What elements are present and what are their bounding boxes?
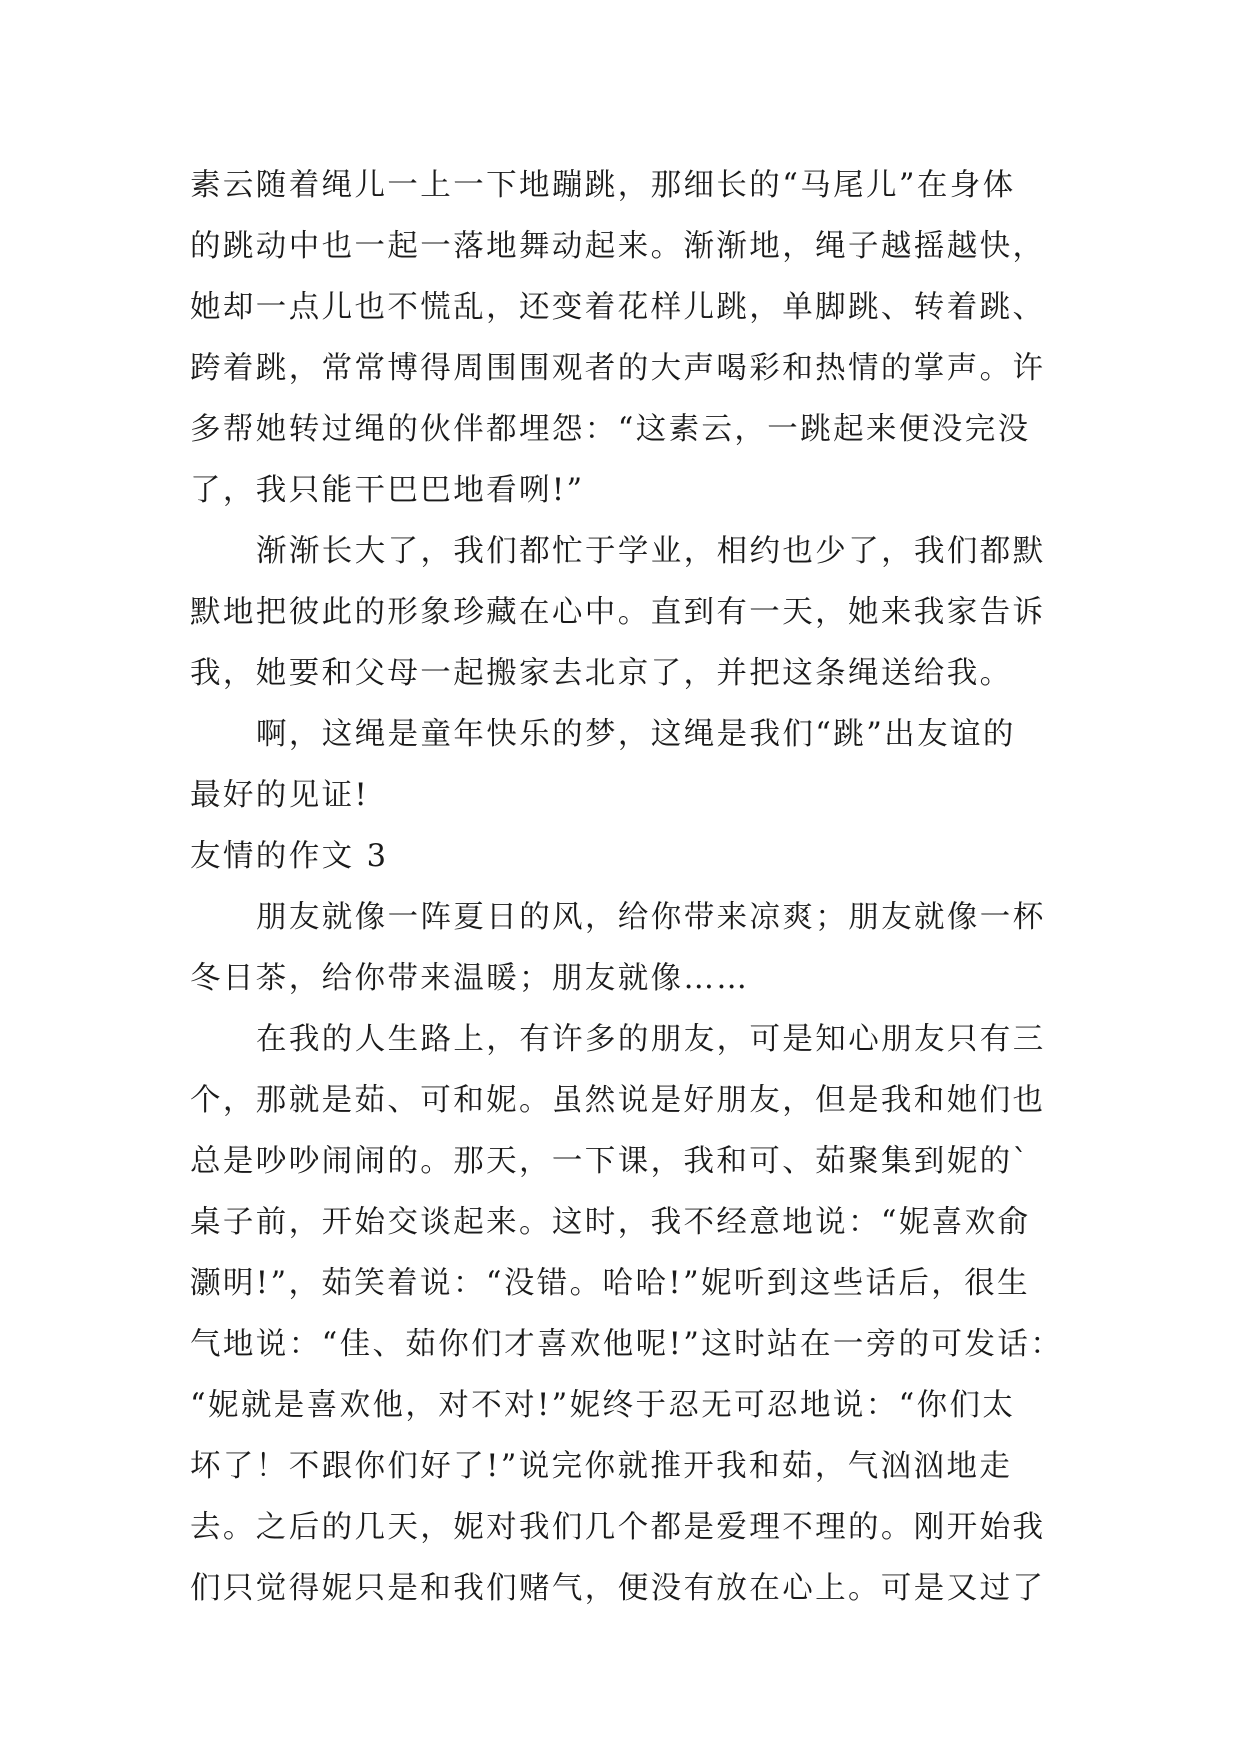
text-line: 坏了！不跟你们好了!”说完你就推开我和茹，气汹汹地走 [190,1449,1013,1484]
text-line: 气地说：“佳、茹你们才喜欢他呢!”这时站在一旁的可发话： [190,1327,1064,1362]
text-line: 冬日茶，给你带来温暖；朋友就像…… [190,961,750,996]
text-line: 朋友就像一阵夏日的风，给你带来凉爽；朋友就像一杯 [256,900,1046,935]
text-line: 们只觉得妮只是和我们赌气，便没有放在心上。可是又过了 [190,1571,1046,1606]
text-line: 的跳动中也一起一落地舞动起来。渐渐地，绳子越摇越快， [190,229,1046,264]
text-line: 默地把彼此的形象珍藏在心中。直到有一天，她来我家告诉 [190,595,1046,630]
text-line: 最好的见证! [190,778,370,813]
text-line: 渐渐长大了，我们都忙于学业，相约也少了，我们都默 [256,534,1046,569]
text-line: 个，那就是茹、可和妮。虽然说是好朋友，但是我和她们也 [190,1083,1046,1118]
text-line: 我，她要和父母一起搬家去北京了，并把这条绳送给我。 [190,656,1013,691]
text-line: 素云随着绳儿一上一下地蹦跳，那细长的“马尾儿”在身体 [190,168,1016,203]
text-line: 啊，这绳是童年快乐的梦，这绳是我们“跳”出友谊的 [256,717,1016,752]
section-heading: 友情的作文 3 [190,839,389,874]
text-line: 灏明!”，茹笑着说：“没错。哈哈!”妮听到这些话后，很生 [190,1266,1030,1301]
text-line: 总是吵吵闹闹的。那天，一下课，我和可、茹聚集到妮的` [190,1144,1031,1179]
text-line: 桌子前，开始交谈起来。这时，我不经意地说：“妮喜欢俞 [190,1205,1031,1240]
text-line: 在我的人生路上，有许多的朋友，可是知心朋友只有三 [256,1022,1046,1057]
document-body [190,155,1090,1619]
text-line: 跨着跳，常常博得周围围观者的大声喝彩和热情的掌声。许 [190,351,1046,386]
text-line: 了，我只能干巴巴地看咧!” [190,473,585,508]
text-line: “妮就是喜欢他，对不对!”妮终于忍无可忍地说：“你们太 [190,1388,1016,1423]
text-line: 去。之后的几天，妮对我们几个都是爱理不理的。刚开始我 [190,1510,1046,1545]
text-line: 多帮她转过绳的伙伴都埋怨：“这素云，一跳起来便没完没 [190,412,1031,447]
text-line: 她却一点儿也不慌乱，还变着花样儿跳，单脚跳、转着跳、 [190,290,1046,325]
